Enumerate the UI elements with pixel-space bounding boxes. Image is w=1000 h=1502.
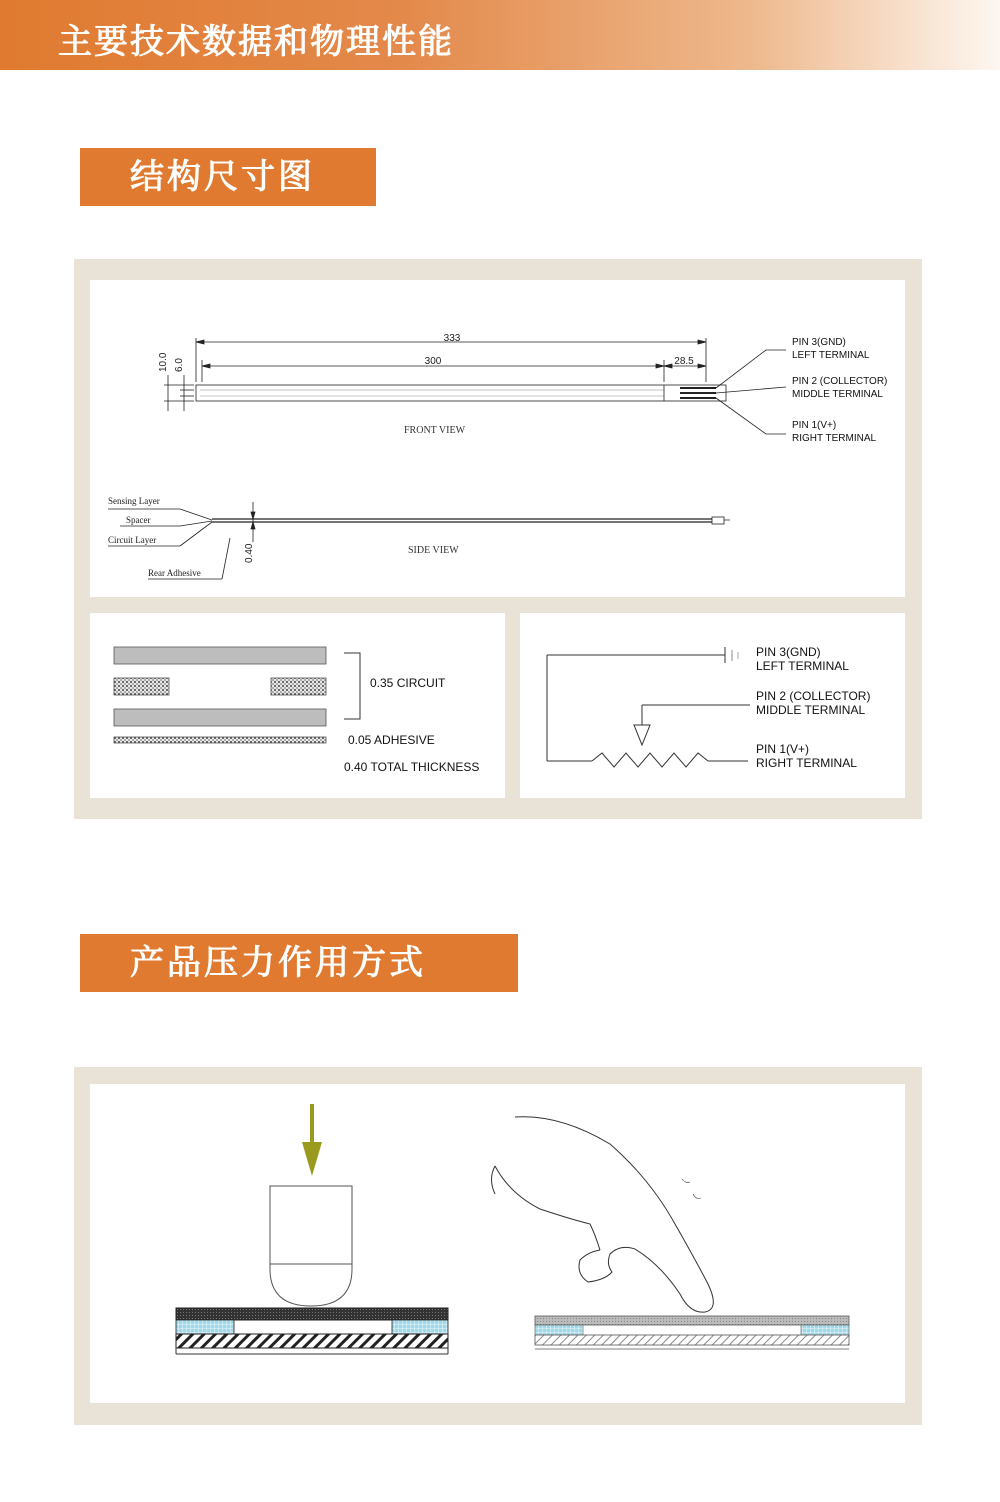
schem-pin1-line1: PIN 1(V+) bbox=[756, 742, 810, 756]
spacer-right bbox=[271, 678, 326, 695]
dim-thickness: 0.40 bbox=[244, 543, 255, 563]
stack-circuit-label: 0.35 CIRCUIT bbox=[370, 676, 446, 690]
dim-width: 10.0 bbox=[158, 352, 169, 372]
pressure-illustration-panel bbox=[90, 1084, 905, 1403]
stack-adhesive-label: 0.05 ADHESIVE bbox=[348, 733, 435, 747]
schematic-drawing bbox=[520, 613, 905, 798]
layer-stack-panel bbox=[90, 613, 505, 798]
finger-press-illustration bbox=[492, 1117, 714, 1312]
front-view-label: FRONT VIEW bbox=[404, 425, 466, 436]
schem-pin1-line2: RIGHT TERMINAL bbox=[756, 756, 857, 770]
label-rear-adhesive: Rear Adhesive bbox=[148, 568, 201, 578]
dim-active: 300 bbox=[424, 356, 442, 367]
dimensions-panel bbox=[74, 259, 922, 819]
page-title: 主要技术数据和物理性能 bbox=[58, 22, 454, 62]
dim-tail: 28.5 bbox=[674, 356, 694, 367]
front-pin1-line1: PIN 1(V+) bbox=[792, 420, 837, 431]
stack-total-label: 0.40 TOTAL THICKNESS bbox=[344, 760, 480, 774]
side-view-label: SIDE VIEW bbox=[408, 545, 459, 556]
adhesive-bar bbox=[114, 737, 326, 743]
schem-pin3-line2: LEFT TERMINAL bbox=[756, 659, 849, 673]
finger-sensor-stack bbox=[535, 1316, 849, 1349]
pressure-panel bbox=[74, 1067, 922, 1425]
down-arrow-icon bbox=[302, 1142, 322, 1176]
schem-pin2-line1: PIN 2 (COLLECTOR) bbox=[756, 689, 871, 703]
schem-pin3-line1: PIN 3(GND) bbox=[756, 645, 821, 659]
layer-stack-drawing bbox=[90, 613, 505, 798]
section-title-pressure: 产品压力作用方式 bbox=[80, 934, 518, 992]
dim-total: 333 bbox=[443, 333, 461, 344]
schem-pin2-line2: MIDDLE TERMINAL bbox=[756, 703, 866, 717]
label-spacer: Spacer bbox=[126, 515, 151, 525]
label-sensing-layer: Sensing Layer bbox=[108, 496, 160, 506]
top-banner bbox=[0, 0, 1000, 70]
label-circuit-layer: Circuit Layer bbox=[108, 535, 157, 545]
pressure-drawing bbox=[90, 1084, 905, 1403]
front-pin2-line1: PIN 2 (COLLECTOR) bbox=[792, 376, 888, 387]
spacer-left bbox=[114, 678, 169, 695]
actuator-press-illustration bbox=[176, 1104, 448, 1354]
front-side-drawing bbox=[90, 280, 905, 597]
front-pin1-line2: RIGHT TERMINAL bbox=[792, 433, 877, 444]
schematic-panel bbox=[520, 613, 905, 798]
front-pin2-line2: MIDDLE TERMINAL bbox=[792, 389, 883, 400]
front-side-view-panel bbox=[90, 280, 905, 597]
sensing-layer-bar bbox=[114, 647, 326, 664]
strip-outline bbox=[196, 385, 726, 401]
section-title-dimensions: 结构尺寸图 bbox=[80, 148, 376, 206]
front-pin3-line1: PIN 3(GND) bbox=[792, 337, 846, 348]
dim-active-width: 6.0 bbox=[174, 358, 185, 372]
front-pin3-line2: LEFT TERMINAL bbox=[792, 350, 870, 361]
circuit-layer-bar bbox=[114, 709, 326, 726]
